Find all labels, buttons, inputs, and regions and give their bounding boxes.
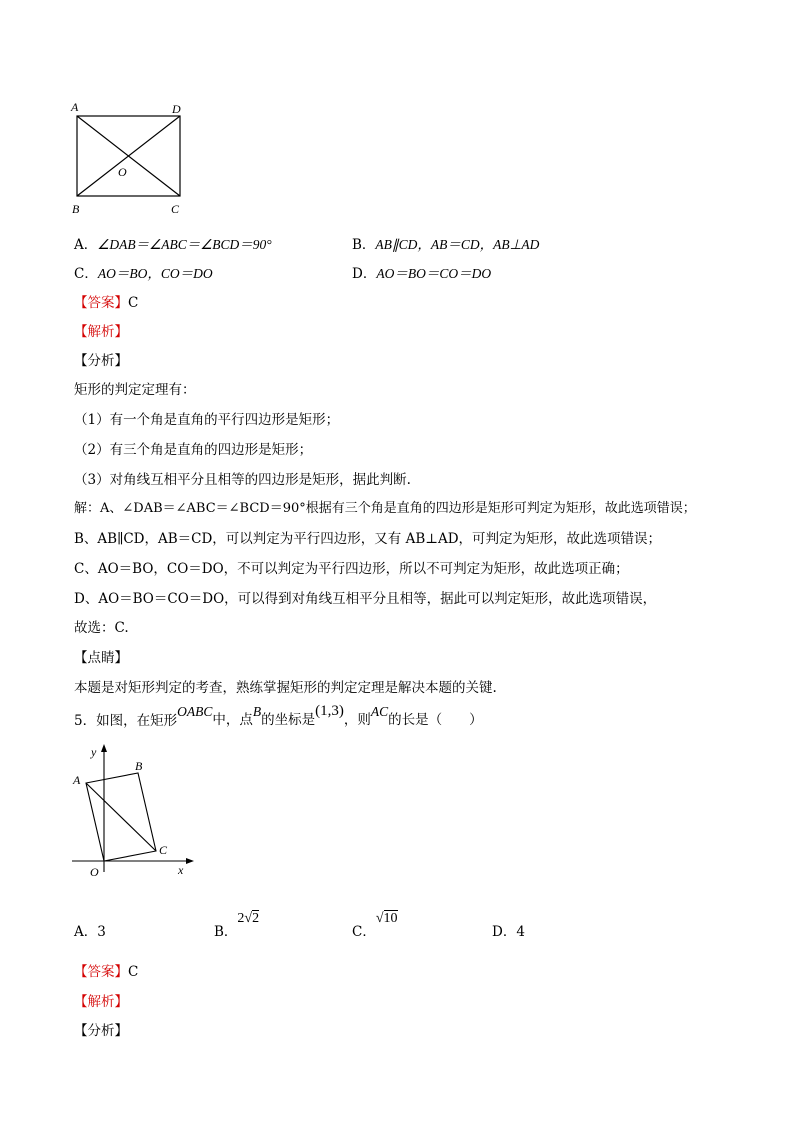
q5-option-c: C．√10 (352, 911, 398, 940)
q5-answer (74, 960, 138, 980)
radical-sign: √ (375, 911, 384, 926)
rectangle-diagram (68, 98, 188, 218)
label-D: D (172, 102, 181, 116)
q5-analysis-tag: 【解析】 (74, 994, 128, 1010)
q4-line-9: 故选：C. (74, 620, 129, 636)
q4-line-4: （3）对角线互相平分且相等的四边形是矩形，据此判断. (74, 472, 411, 488)
q4-option-d: D．AO＝BO＝CO＝DO (352, 266, 492, 282)
radical-sign: √ (244, 911, 253, 926)
q5-option-b: B．2√2 (214, 911, 260, 940)
q4-option-c: C．AO＝BO，CO＝DO (74, 266, 213, 282)
q4-option-a: A．∠DAB＝∠ABC＝∠BCD＝90° (74, 237, 272, 253)
label-C: C (171, 202, 180, 216)
q4-line-3: （2）有三个角是直角的四边形是矩形； (74, 442, 313, 458)
q4-line-2: （1）有一个角是直角的平行四边形是矩形； (74, 412, 340, 428)
q5-option-d: D．4 (492, 924, 525, 940)
axis-y-label: y (91, 745, 97, 759)
q4-dianjing-tag: 【点睛】 (74, 650, 128, 666)
q4-line-6: B、AB∥CD，AB＝CD，可以判定为平行四边形，又有 AB⊥AD，可判定为矩形，故此选项错误； (74, 531, 662, 547)
label-A: A (71, 100, 79, 114)
q4-fenxi-tag: 【分析】 (74, 353, 128, 369)
q4-line-7: C、AO＝BO，CO＝DO，不可以判定为平行四边形，所以不可判定为矩形，故此选项正确； (74, 561, 629, 577)
q5-fenxi-tag: 【分析】 (74, 1023, 128, 1039)
q5-stem: 5．如图，在矩形OABC中，点B的坐标是(1,3)，则AC的长是（ ） (74, 703, 483, 729)
sqrt-expression: √10 (375, 911, 398, 926)
coordinate-diagram (66, 742, 196, 882)
q4-line-1: 矩形的判定定理有： (74, 382, 196, 398)
q4-option-b: B．AB∥CD，AB＝CD，AB⊥AD (352, 237, 540, 253)
q4-answer (74, 291, 138, 311)
point-A-label: A (73, 773, 81, 787)
q5-option-a: A．3 (74, 924, 106, 940)
point-C-label: C (159, 843, 168, 857)
label-B: B (72, 202, 80, 216)
q4-line-8: D、AO＝BO＝CO＝DO，可以得到对角线互相平分且相等，据此可以判定矩形，故此选项错误， (74, 591, 657, 607)
answer-tag: 【答案】 (74, 295, 128, 311)
q4-analysis-tag: 【解析】 (74, 324, 128, 340)
q4-dianjing-text: 本题是对矩形判定的考查，熟练掌握矩形的判定定理是解决本题的关键. (74, 680, 497, 696)
origin-O-label: O (90, 865, 99, 879)
sqrt-expression: 2√2 (237, 911, 260, 926)
axis-x-label: x (178, 863, 184, 877)
answer-value: C (128, 295, 139, 311)
q4-line-5: 解：A、∠DAB＝∠ABC＝∠BCD＝90°根据有三个角是直角的四边形是矩形可判定为矩形，故此选项错误； (74, 501, 696, 516)
answer-value: C (128, 964, 139, 980)
answer-tag: 【答案】 (74, 964, 128, 980)
label-O: O (118, 165, 127, 179)
point-B-label: B (135, 759, 143, 773)
